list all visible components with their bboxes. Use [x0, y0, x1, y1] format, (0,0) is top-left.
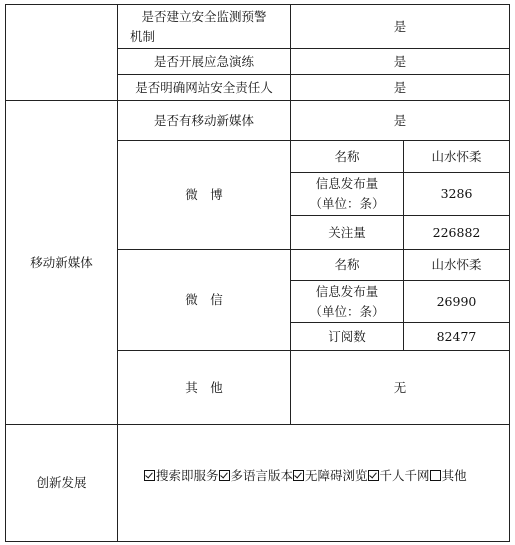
- weibo-publish-label-line2: （单位：条）: [309, 196, 385, 211]
- option-checkbox-personalized[interactable]: [368, 470, 379, 481]
- weixin-name-value: 山水怀柔: [404, 250, 510, 281]
- weibo-publish-value: 3286: [404, 173, 510, 216]
- option-label-other: 其他: [441, 468, 467, 483]
- other-label: 其 他: [118, 351, 291, 425]
- weibo-follow-value: 226882: [404, 216, 510, 250]
- option-checkbox-other[interactable]: [430, 470, 441, 481]
- responsible-value: 是: [291, 75, 510, 101]
- monitoring-value: 是: [291, 4, 510, 49]
- drill-label: 是否开展应急演练: [118, 49, 291, 75]
- weibo-publish-label-line1: 信息发布量: [315, 176, 379, 191]
- has-mobile-media-label: 是否有移动新媒体: [118, 101, 291, 141]
- monitoring-label-line1: 是否建立安全监测预警: [141, 8, 267, 24]
- weixin-subscribe-label: 订阅数: [291, 323, 404, 351]
- weibo-label: 微 博: [118, 141, 291, 250]
- option-checkbox-accessible[interactable]: [293, 470, 304, 481]
- has-mobile-media-value: 是: [291, 101, 510, 141]
- weibo-publish-label: [291, 173, 404, 216]
- section-blank-cell: [5, 4, 118, 101]
- weixin-subscribe-value: 82477: [404, 323, 510, 351]
- innovation-section-label: 创新发展: [5, 425, 118, 542]
- weixin-publish-label-line2: （单位：条）: [309, 303, 385, 319]
- weixin-publish-value: 26990: [404, 281, 510, 323]
- weixin-name-label: 名称: [291, 250, 404, 281]
- weibo-name-value: 山水怀柔: [404, 141, 510, 173]
- weixin-label: 微 信: [118, 250, 291, 351]
- option-checkbox-search[interactable]: [144, 470, 155, 481]
- drill-value: 是: [291, 49, 510, 75]
- weibo-follow-label: 关注量: [291, 216, 404, 250]
- option-label-search: 搜索即服务: [156, 468, 219, 483]
- monitoring-label-line2: 机制: [130, 28, 156, 44]
- mobile-media-section-label: 移动新媒体: [5, 101, 118, 425]
- option-label-personalized: 千人千网: [379, 468, 430, 483]
- innovation-options: [144, 466, 467, 484]
- monitoring-label: [118, 4, 291, 49]
- responsible-label: 是否明确网站安全责任人: [118, 75, 291, 101]
- option-label-multilang: 多语言版本: [230, 468, 294, 483]
- option-label-accessible: 无障碍浏览: [305, 468, 368, 483]
- option-checkbox-multilang[interactable]: [219, 470, 230, 481]
- weibo-name-label: 名称: [291, 141, 404, 173]
- weixin-publish-label: [291, 281, 404, 323]
- weixin-publish-label-line1: 信息发布量: [315, 283, 379, 299]
- other-value: 无: [291, 351, 510, 425]
